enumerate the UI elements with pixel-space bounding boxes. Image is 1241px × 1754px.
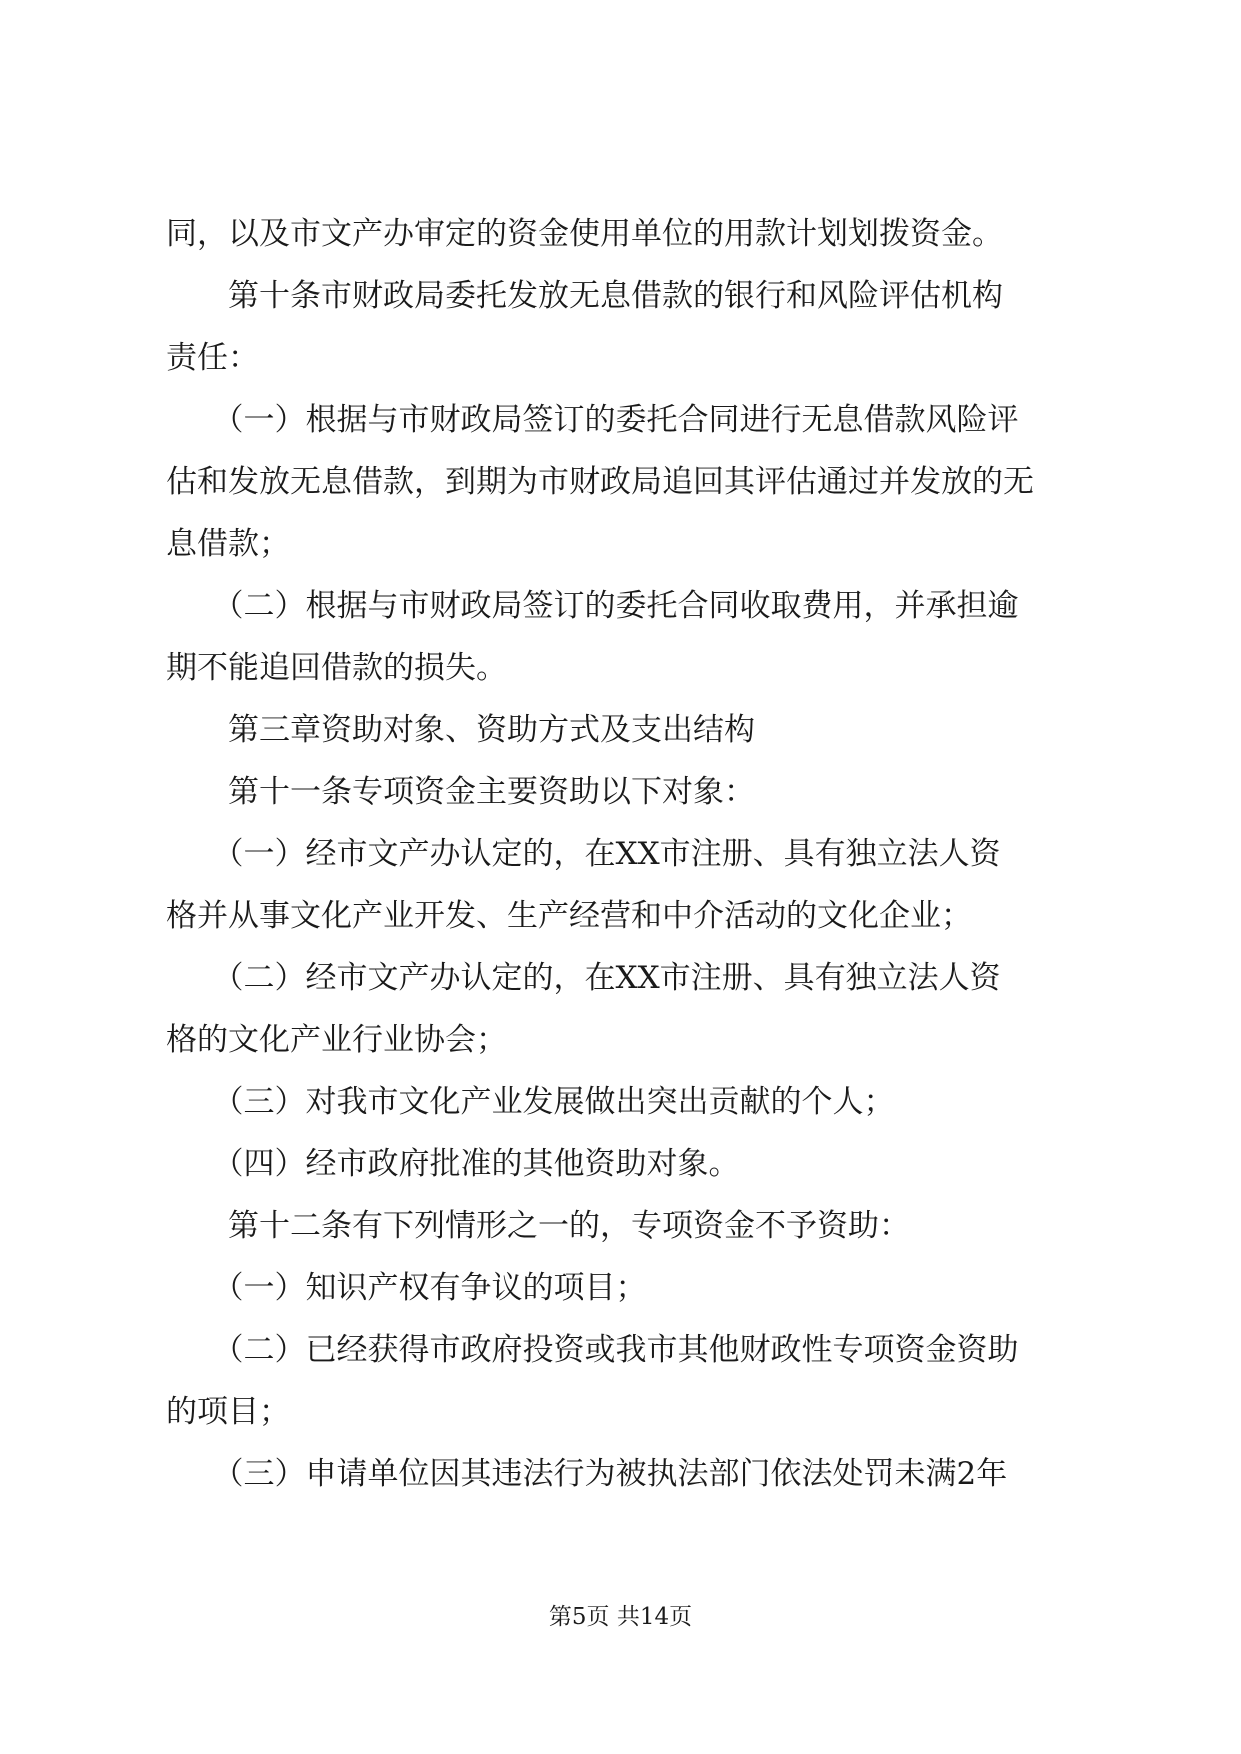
text-line: （一）知识产权有争议的项目； <box>166 1270 647 1306</box>
text-line: （三）对我市文化产业发展做出突出贡献的个人； <box>166 1084 895 1120</box>
body-text <box>166 203 1076 1505</box>
text-line: （一）经市文产办认定的，在XX市注册、具有独立法人资 <box>166 836 1001 872</box>
text-line: 同，以及市文产办审定的资金使用单位的用款计划划拨资金。 <box>166 216 1003 252</box>
text-line: 格并从事文化产业开发、生产经营和中介活动的文化企业； <box>166 898 972 934</box>
text-line: （二）经市文产办认定的，在XX市注册、具有独立法人资 <box>166 960 1001 996</box>
text-line: 格的文化产业行业协会； <box>166 1022 507 1058</box>
text-line: 第十条市财政局委托发放无息借款的银行和风险评估机构 <box>166 278 1003 314</box>
text-line: （二）已经获得市政府投资或我市其他财政性专项资金资助 <box>166 1332 1019 1368</box>
chapter-heading: 第三章资助对象、资助方式及支出结构 <box>166 712 755 748</box>
text-line: （三）申请单位因其违法行为被执法部门依法处罚未满2年 <box>166 1456 1008 1492</box>
text-line: 息借款； <box>166 526 290 562</box>
text-line: （二）根据与市财政局签订的委托合同收取费用，并承担逾 <box>166 588 1019 624</box>
text-line: 的项目； <box>166 1394 290 1430</box>
text-line: （一）根据与市财政局签订的委托合同进行无息借款风险评 <box>166 402 1019 438</box>
page-number-footer: 第5页 共14页 <box>548 1604 693 1630</box>
text-line: 第十一条专项资金主要资助以下对象： <box>166 774 755 810</box>
text-line: 估和发放无息借款，到期为市财政局追回其评估通过并发放的无 <box>166 464 1034 500</box>
text-line: 责任： <box>166 340 259 376</box>
text-line: 期不能追回借款的损失。 <box>166 650 507 686</box>
text-line: （四）经市政府批准的其他资助对象。 <box>166 1146 740 1182</box>
text-line: 第十二条有下列情形之一的，专项资金不予资助： <box>166 1208 910 1244</box>
